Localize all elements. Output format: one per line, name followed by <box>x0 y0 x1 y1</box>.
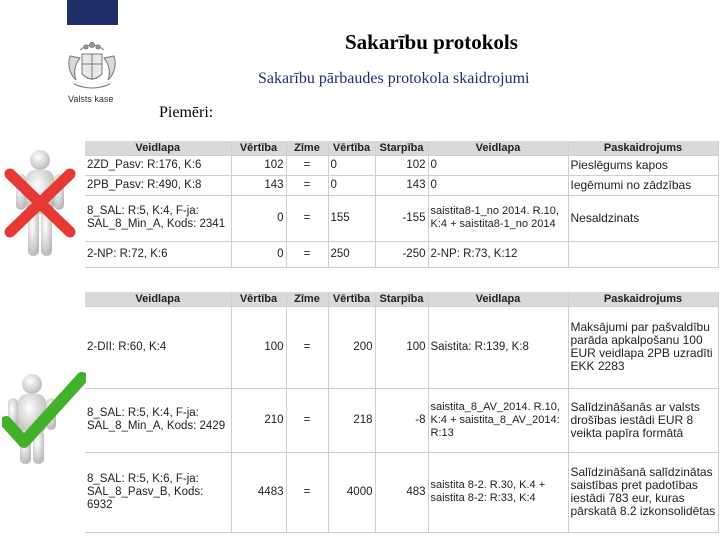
form-cell: 0 <box>428 155 568 175</box>
col-header-sign: Zīme <box>286 141 328 155</box>
form-cell: 2ZD_Pasv: R:176, K:6 <box>85 155 231 175</box>
col-header-explanation: Paskaidrojums <box>568 141 718 155</box>
form-cell: 2PB_Pasv: R:490, K:8 <box>85 175 231 195</box>
value-cell: 0 <box>231 195 286 241</box>
form-cell: 2-NP: R:72, K:6 <box>85 241 231 267</box>
sign-cell: = <box>286 241 328 267</box>
table-row <box>85 195 718 241</box>
value-cell: 0 <box>328 155 375 175</box>
value-cell: 218 <box>328 388 375 452</box>
value-cell: 100 <box>231 306 286 388</box>
difference-cell: 483 <box>375 452 428 532</box>
difference-cell: 143 <box>375 175 428 195</box>
form-cell: saistita8-1_no 2014. R.10, K:4 + saistita8-1_no 2014 <box>428 195 568 241</box>
explanation-cell: Iegēmumi no zādzības <box>568 175 718 195</box>
explanation-cell: Pieslēgums kapos <box>568 155 718 175</box>
value-cell: 4483 <box>231 452 286 532</box>
table-row <box>85 452 718 532</box>
incorrect-examples-table <box>85 141 719 268</box>
col-header-difference: Starpība <box>375 141 428 155</box>
value-cell: 0 <box>328 175 375 195</box>
form-cell: Saistita: R:139, K:8 <box>428 306 568 388</box>
difference-cell: -155 <box>375 195 428 241</box>
sign-cell: = <box>286 195 328 241</box>
sign-cell: = <box>286 452 328 532</box>
sign-cell: = <box>286 388 328 452</box>
person-with-green-check-icon <box>2 372 86 464</box>
col-header-form: Veidlapa <box>428 141 568 155</box>
col-header-value: Vērtība <box>328 141 375 155</box>
value-cell: 102 <box>231 155 286 175</box>
table-row <box>85 388 718 452</box>
explanation-cell: Nesaldzinats <box>568 195 718 241</box>
explanation-cell <box>568 241 718 267</box>
examples-label: Piemēri: <box>159 104 214 121</box>
page-title: Sakarību protokols <box>345 30 518 54</box>
col-header-form: Veidlapa <box>85 141 231 155</box>
table-header-row <box>85 292 718 306</box>
explanation-cell: Maksājumi par pašvaldību parāda apkalpošanu 100 EUR veidlapa 2PB uzradīti EKK 2283 <box>568 306 718 388</box>
correct-examples-table <box>85 292 719 533</box>
difference-cell: 100 <box>375 306 428 388</box>
table-row <box>85 155 718 175</box>
difference-cell: 102 <box>375 155 428 175</box>
form-cell: 8_SAL: R:5, K:6, F-ja: SAL_8_Pasv_B, Kods: 6932 <box>85 452 231 532</box>
value-cell: 200 <box>328 306 375 388</box>
explanation-cell: Salīdzināšanā salīdzinātas saistības pret padotības iestādi 783 eur, kuras pārskatā 8.2 izkonsolidētas <box>568 452 718 532</box>
form-cell: 2-DII: R:60, K:4 <box>85 306 231 388</box>
difference-cell: -250 <box>375 241 428 267</box>
logo-caption: Valsts kase <box>68 94 114 104</box>
value-cell: 4000 <box>328 452 375 532</box>
form-cell: 0 <box>428 175 568 195</box>
col-header-sign: Zīme <box>286 292 328 306</box>
col-header-value: Vērtība <box>231 292 286 306</box>
col-header-value: Vērtība <box>231 141 286 155</box>
difference-cell: -8 <box>375 388 428 452</box>
table-row <box>85 241 718 267</box>
form-cell: saistita 8-2. R.30, K.4 + saistita 8-2: R:33, K:4 <box>428 452 568 532</box>
brand-bar <box>67 0 118 25</box>
page-subtitle: Sakarību pārbaudes protokola skaidrojumi <box>258 70 530 87</box>
sign-cell: = <box>286 306 328 388</box>
form-cell: 8_SAL: R:5, K:4, F-ja: SAL_8_Min_A, Kods: 2341 <box>85 195 231 241</box>
col-header-form: Veidlapa <box>85 292 231 306</box>
table-header-row <box>85 141 718 155</box>
table-row <box>85 306 718 388</box>
sign-cell: = <box>286 175 328 195</box>
value-cell: 250 <box>328 241 375 267</box>
value-cell: 143 <box>231 175 286 195</box>
form-cell: 8_SAL: R:5, K:4, F-ja: SAL_8_Min_A, Kods: 2429 <box>85 388 231 452</box>
value-cell: 0 <box>231 241 286 267</box>
col-header-explanation: Paskaidrojums <box>568 292 718 306</box>
form-cell: saistita_8_AV_2014. R.10, K:4 + saistita_8_AV_2014: R:13 <box>428 388 568 452</box>
col-header-difference: Starpība <box>375 292 428 306</box>
table-row <box>85 175 718 195</box>
value-cell: 155 <box>328 195 375 241</box>
col-header-value: Vērtība <box>328 292 375 306</box>
sign-cell: = <box>286 155 328 175</box>
col-header-form: Veidlapa <box>428 292 568 306</box>
value-cell: 210 <box>231 388 286 452</box>
explanation-cell: Salīdzināšanās ar valsts drošības iestādi EUR 8 veikta papīra formātā <box>568 388 718 452</box>
form-cell: 2-NP: R:73, K:12 <box>428 241 568 267</box>
person-with-red-cross-icon <box>2 148 78 258</box>
